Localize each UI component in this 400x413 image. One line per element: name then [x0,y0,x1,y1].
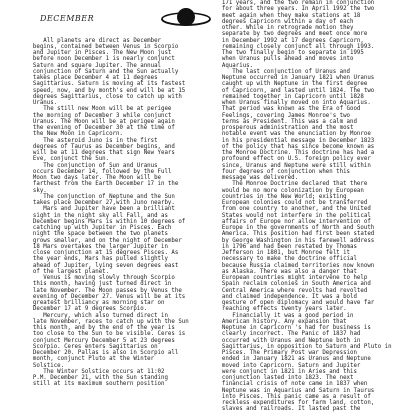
right-column-text-line: European colonies could not be transferred [215,200,368,206]
left-column-text-line: P.M. December 21, with the Sun standing [26,375,168,381]
left-column-text-line: The still new Moon will be at perigee [26,106,172,113]
right-column-text-line: of the policy that has since become known as [215,143,375,150]
left-column-text-line: late November, races to catch up with the Sun [26,318,189,325]
left-column-text-line: this month, and by the end of the year is [26,325,175,331]
right-column-text-line: Sagittarius, in opposition to Saturn and Pluto in [215,343,392,350]
right-column-text-line: conjunction lasted into 1823. The next [215,375,354,381]
left-column-text-line: All planets are direct as December [26,37,162,44]
left-column-text-line: Uranus. [26,100,58,106]
right-column-text-line: America. This position had first been stated [215,231,375,238]
left-column-text-line: the evening of December 30 at the time of [26,125,175,131]
right-column-text-line: for about three years. In April 1992 the two [215,6,375,13]
right-column-text-line: prosperous administration and the most [215,125,354,131]
right-column-text-line: Aquarius. [215,62,254,69]
left-column-text-line: catching up with Jupiter in Pisces. Each [26,225,172,231]
left-column-text-line: December 17 at 9 degrees Scorpio. [26,306,148,313]
right-column-text-line: Pisces. The Primary Post war Depression [215,350,357,356]
left-column-text-line: this month, having just turned direct in [26,281,172,288]
left-text-column [26,25,206,388]
left-column-text-line: night the space between the two planets [26,231,168,238]
right-column-text-line: ended in January 1821 as Uranus and Neptune [215,356,371,363]
left-column-text-line: degrees of Taurus as December begins, and [26,143,175,150]
right-column-text-line: because Russia claimed territories now known [215,262,375,269]
left-column-text-line: before noon December 1 is nearly conjunct [26,56,175,63]
left-column-text-line: The Winter Solstice occurs at 11:02 [26,368,165,375]
left-column-text-line: occurs December 14, followed by the Full [26,168,172,175]
left-column-text-line: grows smaller, and on the night of December [26,237,182,244]
right-column-text-line: reaching effects twenty years later. [215,306,347,313]
left-column-text-line: speed, now, and by month's end will be at 15 [26,87,186,94]
right-column-text-line: separate by two degrees and meet once more [215,31,368,38]
right-column-text-line: Neptune occurred in January 1821 when Uranus [215,75,375,81]
right-text-column [215,0,395,413]
right-column-text-line: remained together in Capricorn until 1828 [215,93,364,100]
right-column-text-line: Spain reclaim colonies in South America and [215,281,371,288]
right-column-text-line: and claimed independence. It was a bold [215,293,357,300]
right-column-text-line: were conjunct in 1821 in Aries and this [215,368,357,375]
right-column-text-line: Financially it was a good period in [215,312,354,319]
left-column-text-line: ahead of Jupiter, lying seven degrees east [26,262,179,269]
left-column-text-line: the New Moon in Capricorn. [26,131,123,138]
left-column-text-line: The conjunction of Neptune and the Sun [26,193,175,200]
left-column-text-line: Sagittarius. Saturn is moving at its fastest [26,81,186,88]
right-column-text-line: the Monroe Doctrine. This doctrine has had a [215,150,375,156]
right-column-text-line: European countries might intervene to help [215,275,368,281]
right-column-text-line: The Monroe Doctrine declared that there [215,181,368,188]
left-column-text-line: Venus is moving slowly through Scorpio [26,275,175,281]
left-column-text-line: degrees Sagittarius, close to catch up with [26,93,182,100]
right-column-text-line: Central America where revolts had revolted [215,287,368,294]
right-column-text-line: Europe in the governments of North and South [215,225,375,231]
left-column-text-line: December 20. Pallas is also in Scorpio all [26,350,179,356]
right-column-text-line: in December 1992 at 17 degrees Capricorn, [215,37,364,44]
left-column-text-line: the year ends, Mars has pulled slightly [26,256,168,263]
left-column-text-line: 18 Mars overtakes the larger Jupiter in [26,243,168,250]
left-column-text-line: still at its maximum southern position [26,381,165,388]
right-column-text-line: 171 years, and the two remain in conjunction [215,0,375,6]
right-column-text-line: in 1796 and had been restated by Thomas [215,243,357,250]
left-column-text-line: too close to the Sun to be visible. Ceres is [26,331,186,338]
left-column-text-line: The conjunction of Sun and Uranus [26,162,158,169]
left-column-text-line: Uranus. The Moon will be at perigee again [26,118,175,125]
left-column-text-line: sight in the night sky all Fall, and as [26,212,168,219]
right-column-text-line: gesture of open diplomacy and would have far [215,300,375,306]
right-column-text-line: moved into Capricorn. Saturn and Jupiter [215,362,361,369]
right-column-text-line: other. While in retrograde motion they [215,25,354,31]
right-column-text-line: from one country to another, and the United [215,206,371,213]
left-column-text-line: takes place December 4 at 11 degrees [26,75,158,81]
left-column-text-line: will be at 11 degrees that sign New Years [26,150,175,156]
left-column-text-line: of the largest planet. [26,268,110,275]
left-column-text-line: close conjunction at 15 degrees Pisces. As [26,250,179,256]
right-column-text-line: countries in the New World; existing [215,193,347,200]
left-column-text-line: Mars and Jupiter have been a brilliant [26,206,175,213]
left-column-text-line: Solstice. [26,362,65,369]
right-column-text-line: Jefferson in 1801, but Monroe felt it [215,250,351,256]
right-column-text-line: necessary to make the doctrine official [215,256,357,263]
right-column-text-line: clearly incorrect. The Panic of 1837 had [215,331,361,338]
right-column-text-line: caught up with Neptune in the first degree [215,81,368,88]
right-column-text-line: into Pisces. This panic came as a result of [215,393,371,400]
right-column-text-line: American history. Any expansion that [215,318,347,325]
right-column-text-line: affairs of Europe nor allow intervention of [215,218,371,225]
right-column-text-line: The last conjunction of Uranus and [215,68,351,75]
right-column-text-line: Neptune in Capricorn 's had for business is [215,325,371,331]
left-column-text-line: The asteroid Juno is in the first [26,137,158,144]
right-column-text-line: reckless expenditures for farm land, cotton, [215,400,375,406]
left-column-text-line: conjunct Mercury December 5 at 23 degrees [26,337,175,344]
right-column-text-line: That period was known as the Era of Good [215,106,361,113]
right-column-text-line: in his presidential message in December 1823 [215,137,375,144]
right-column-text-line: as Alaska. There was also a danger that [215,268,357,275]
right-column-text-line: profound effect on U.S. foreign policy ever [215,156,371,163]
left-column-text-line: late November. The Moon passes by Venus the [26,287,182,294]
left-column-text-line: greatest brilliancy as morning star on [26,300,165,306]
right-column-text-line: degrees Capricorn within a day of each [215,18,354,25]
right-column-text-line: since, Uranus and Neptune were still within [215,162,371,169]
right-column-text-line: slaves and railroads. It lasted past the [215,406,361,413]
left-column-text-line: Eve, conjunct the Sun. [26,156,110,163]
right-column-text-line: by George Washington in his farewell address [215,237,375,244]
left-column-text-line: sky. [26,187,47,194]
right-column-text-line: remaining closely conjunct all through 1993. [215,43,375,50]
left-column-text-line: conjunction of Saturn and the Sun actually [26,68,179,75]
left-column-text-line: evening of December 27. Venus will be at its [26,293,186,300]
right-column-text-line: message was delivered. [215,175,299,181]
left-column-text-line: Moon two days later. The Moon will be [26,175,162,181]
right-column-text-line: meet again when they make stations at 18 [215,12,361,19]
right-column-text-line: of Capricorn, and lasted until 1824. The two [215,87,375,94]
right-column-text-line: would be no more colonization by European [215,187,364,194]
left-column-text-line: the morning of December 3 while conjunct [26,112,172,119]
left-column-text-line: begins, contained between Venus in Scorpio [26,43,179,50]
left-column-text-line: farthest from the Earth December 17 in the [26,181,179,188]
left-column-text-line: December begins Mars is within 10 degrees of [26,218,186,225]
left-column-text-line: takes place December 27,with Juno nearby. [26,200,175,206]
right-column-text-line: when Uranus pulls ahead and moves into [215,56,354,63]
right-column-text-line: The two finally begin to separate in 1995 [215,50,364,56]
right-column-text-line: States would not interfere in the political [215,212,371,219]
left-column-text-line: and Jupiter in Pisces. The New Moon just [26,50,172,56]
right-column-text-line: four degrees of conjunction when this [215,168,351,175]
right-column-text-line: Neptune was in Aquarius and Saturn in Taurus [215,387,375,394]
right-column-text-line: notable event was the enunciation by Monroe [215,131,371,138]
left-column-text-line: Mercury, which also turned direct in [26,312,168,319]
left-column-text-line: Saturn and square Jupiter. The annual [26,62,162,69]
left-column-text-line: Scorpio. Ceres enters Sagittarius on [26,343,158,350]
right-column-text-line: when Uranus finally moved on into Aquarius. [215,100,371,106]
left-column-text-line: month, conjunct Pluto at the Winter [26,356,155,363]
month-heading: DECEMBER [40,14,95,23]
right-column-text-line: Feelings, covering James Monroe's two [215,112,351,119]
right-column-text-line: financial crisis of note came in 1837 when [215,381,368,388]
right-column-text-line: terms as President. This was a calm and [215,118,357,125]
right-column-text-line: occurred with Uranus and Neptune both in [215,337,361,344]
